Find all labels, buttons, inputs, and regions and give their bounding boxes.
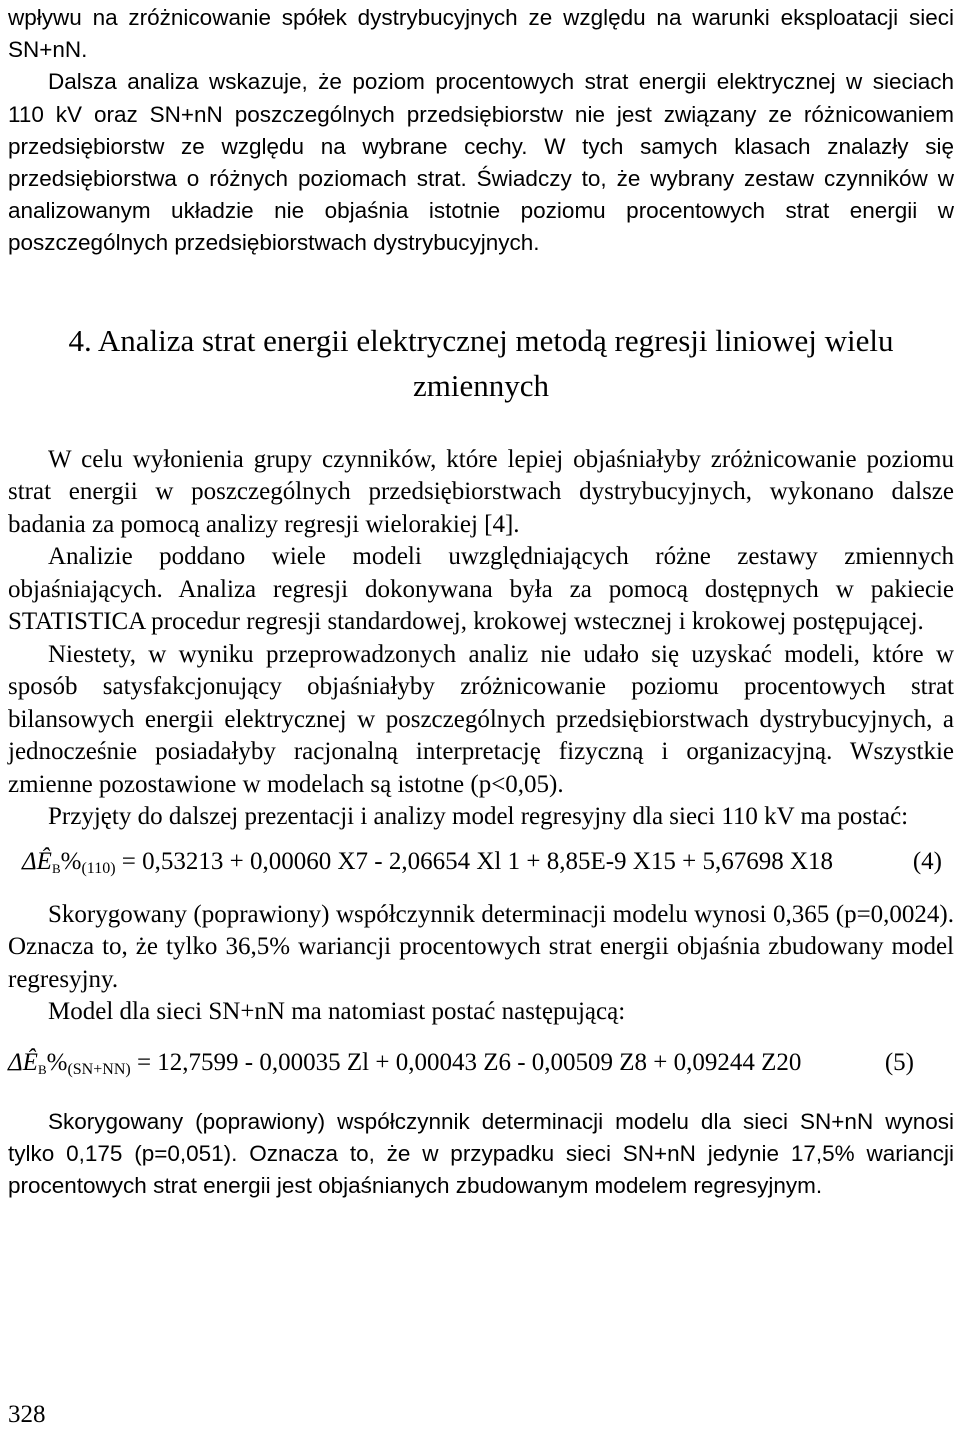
document-page [8, 0, 954, 1202]
equation-110kv [8, 842, 954, 889]
model-110-intro: Przyjęty do dalszej prezentacji i analizy model regresyjny dla sieci 110 kV ma postać: [48, 803, 909, 831]
equation-snn-rhs: = 12,7599 - 0,00035 Zl + 0,00043 Z6 - 0,00509 Z8 + 0,09244 Z20 [130, 1048, 802, 1076]
equation-snn-lhs-symbol: ΔÊ [8, 1048, 38, 1076]
equation-snn-lhs-sub: B [37, 1061, 47, 1077]
equation-110kv-body [8, 842, 833, 889]
method-paragraph: W celu wyłonienia grupy czynników, które lepiej objaśniałyby zróżnicowanie poziomu strat energii w poszczególnych przedsiębiorstwach dystrybucyjnych, wykonano dalsze badania za pomocą analizy regresji wielorakiej [4]. [8, 445, 954, 538]
page-number: 328 [8, 1401, 46, 1428]
model-snn-intro: Model dla sieci SN+nN ma natomiast postać następującą: [48, 998, 626, 1026]
section-heading: 4. Analiza strat energii elektrycznej metodą regresji liniowej wielu zmiennych [68, 322, 894, 403]
r2-110-paragraph: Skorygowany (poprawiony) współczynnik determinacji modelu wynosi 0,365 (p=0,0024). Oznacza to, że tylko 36,5% wariancji procentowych strat energii objaśnia zbudowany model regresyjny. [8, 900, 954, 993]
equation-snn-lhs-percent: % [46, 1048, 68, 1076]
equation-snn-lhs-index: (SN+NN) [67, 1060, 131, 1078]
analysis-paragraph: Dalsza analiza wskazuje, że poziom procentowych strat energii elektrycznej w sieciach 110 kV oraz SN+nN poszczególnych przedsiębiorstw nie jest związany ze różnicowaniem przedsiębiorstw ze względu na wybrane cechy. W tych samych klasach znalazły się przedsiębiorstwa o różnych poziomach strat. Świadczy to, że wybrany zestaw czynników w analizowanym układzie nie objaśnia istotnie poziomu procentowych strat energii w poszczególnych przedsiębiorstwach dystrybucyjnych. [8, 69, 954, 256]
equation-snn-body [8, 1043, 801, 1090]
models-paragraph: Analizie poddano wiele modeli uwzględniających różne zestawy zmiennych objaśniających. Analiza regresji dokonywana była za pomocą dostępnych w pakiecie STATISTICA procedur regresji standardowej, krokowej wstecznej i krokowej postępującej. [8, 543, 954, 636]
equation-110kv-lhs-index: (110) [81, 859, 116, 877]
equation-110kv-lhs-sub: B [51, 860, 61, 876]
equation-110kv-lhs-symbol: ΔÊ [22, 847, 52, 875]
equation-110kv-lhs-percent: % [60, 847, 82, 875]
r2-snn-paragraph: Skorygowany (poprawiony) współczynnik determinacji modelu dla sieci SN+nN wynosi tylko 0,175 (p=0,051). Oznacza to, że w przypadku sieci SN+nN jedynie 17,5% wariancji procentowych strat energii jest objaśnianych zbudowanym modelem regresyjnym. [8, 1108, 954, 1199]
results-paragraph: Niestety, w wyniku przeprowadzonych analiz nie udało się uzyskać modeli, które w sposób satysfakcjonujący objaśniałyby zróżnicowanie poziomu procentowych strat bilansowych energii elektrycznej w poszczególnych przedsiębiorstwach dystrybucyjnych, a jednocześnie posiadałyby racjonalną interpretację fizyczną i organizacyjną. Wszystkie zmienne pozostawione w modelach są istotne (p<0,05). [8, 640, 954, 798]
equation-snn [8, 1043, 954, 1090]
equation-110kv-number: (4) [912, 847, 942, 875]
equation-110kv-rhs: = 0,53213 + 0,00060 X7 - 2,06654 Xl 1 + 8,85E-9 X15 + 5,67698 X18 [115, 847, 833, 875]
equation-snn-number: (5) [884, 1048, 914, 1076]
intro-paragraph: wpływu na zróżnicowanie spółek dystrybucyjnych ze względu na warunki eksploatacji sieci SN+nN. [8, 5, 954, 63]
